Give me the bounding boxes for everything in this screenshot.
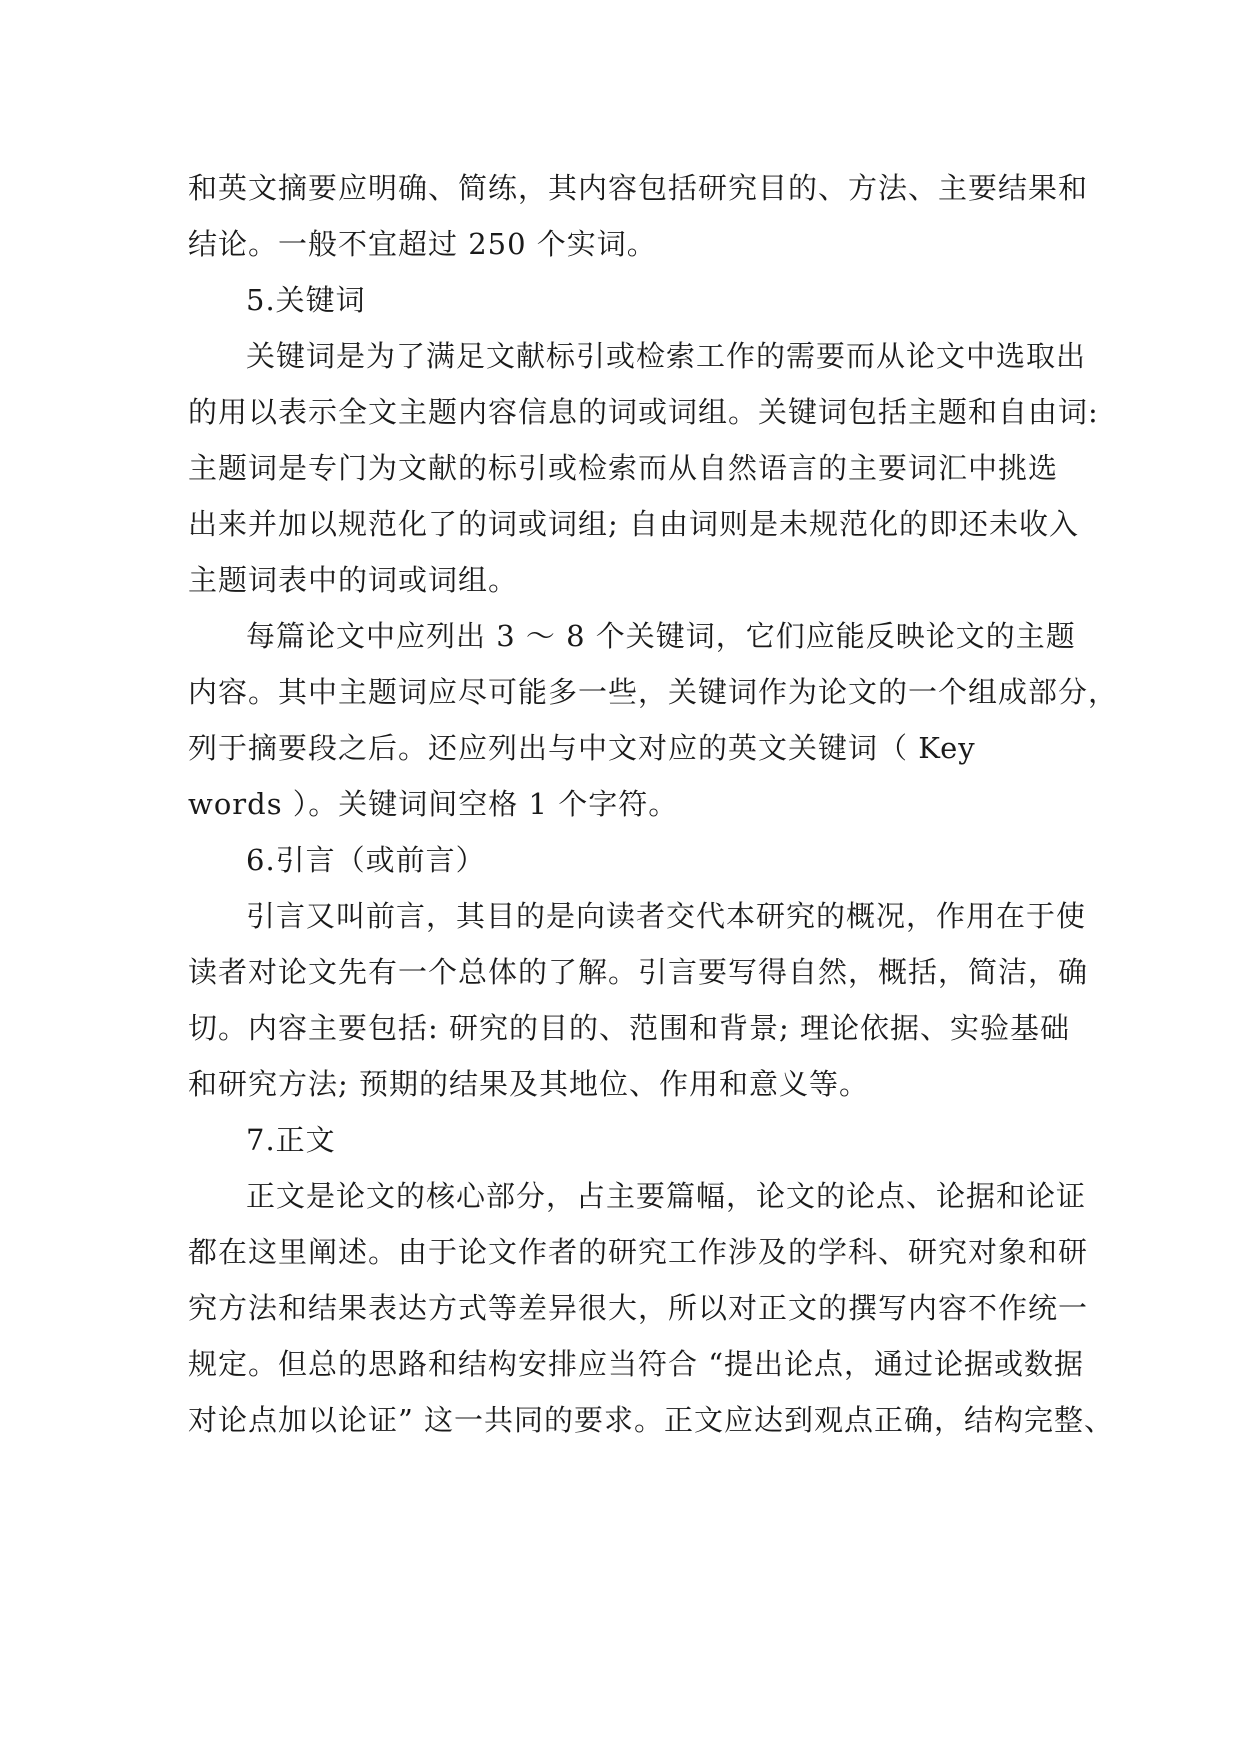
- text-line: 读者对论文先有一个总体的了解。引言要写得自然，概括，简洁，确: [188, 955, 1089, 989]
- section-heading: 6.引言（或前言）: [246, 843, 486, 877]
- text-line: 正文是论文的核心部分，占主要篇幅，论文的论点、论据和论证: [246, 1179, 1087, 1213]
- text-line: 切。内容主要包括: 研究的目的、范围和背景; 理论依据、实验基础: [188, 1011, 1070, 1045]
- section-heading: 5.关键词: [246, 283, 366, 317]
- text-line: 究方法和结果表达方式等差异很大，所以对正文的撰写内容不作统一: [188, 1291, 1089, 1325]
- text-line: 主题词表中的词或词组。: [188, 563, 519, 597]
- text-line: 出来并加以规范化了的词或词组; 自由词则是未规范化的即还未收入: [188, 507, 1079, 541]
- text-line: 和英文摘要应明确、简练，其内容包括研究目的、方法、主要结果和: [188, 171, 1089, 205]
- text-line: 关键词是为了满足文献标引或检索工作的需要而从论文中选取出: [246, 339, 1087, 373]
- text-line: 列于摘要段之后。还应列出与中文对应的英文关键词（ Key: [188, 731, 976, 765]
- text-line: words ）。关键词间空格 1 个字符。: [188, 787, 679, 821]
- text-line: 引言又叫前言，其目的是向读者交代本研究的概况，作用在于使: [246, 899, 1087, 933]
- text-line: 对论点加以论证” 这一共同的要求。正文应达到观点正确，结构完整、: [188, 1403, 1115, 1437]
- text-line: 和研究方法; 预期的结果及其地位、作用和意义等。: [188, 1067, 869, 1101]
- text-line: 每篇论文中应列出 3 ～ 8 个关键词，它们应能反映论文的主题: [246, 619, 1076, 653]
- text-line: 主题词是专门为文献的标引或检索而从自然语言的主要词汇中挑选: [188, 451, 1059, 485]
- section-heading: 7.正文: [246, 1123, 336, 1157]
- text-line: 规定。但总的思路和结构安排应当符合 “提出论点，通过论据或数据: [188, 1347, 1085, 1381]
- text-line: 的用以表示全文主题内容信息的词或词组。关键词包括主题和自由词:: [188, 395, 1099, 429]
- text-line: 都在这里阐述。由于论文作者的研究工作涉及的学科、研究对象和研: [188, 1235, 1089, 1269]
- text-line: 内容。其中主题词应尽可能多一些，关键词作为论文的一个组成部分，: [188, 675, 1119, 709]
- text-line: 结论。一般不宜超过 250 个实词。: [188, 227, 657, 261]
